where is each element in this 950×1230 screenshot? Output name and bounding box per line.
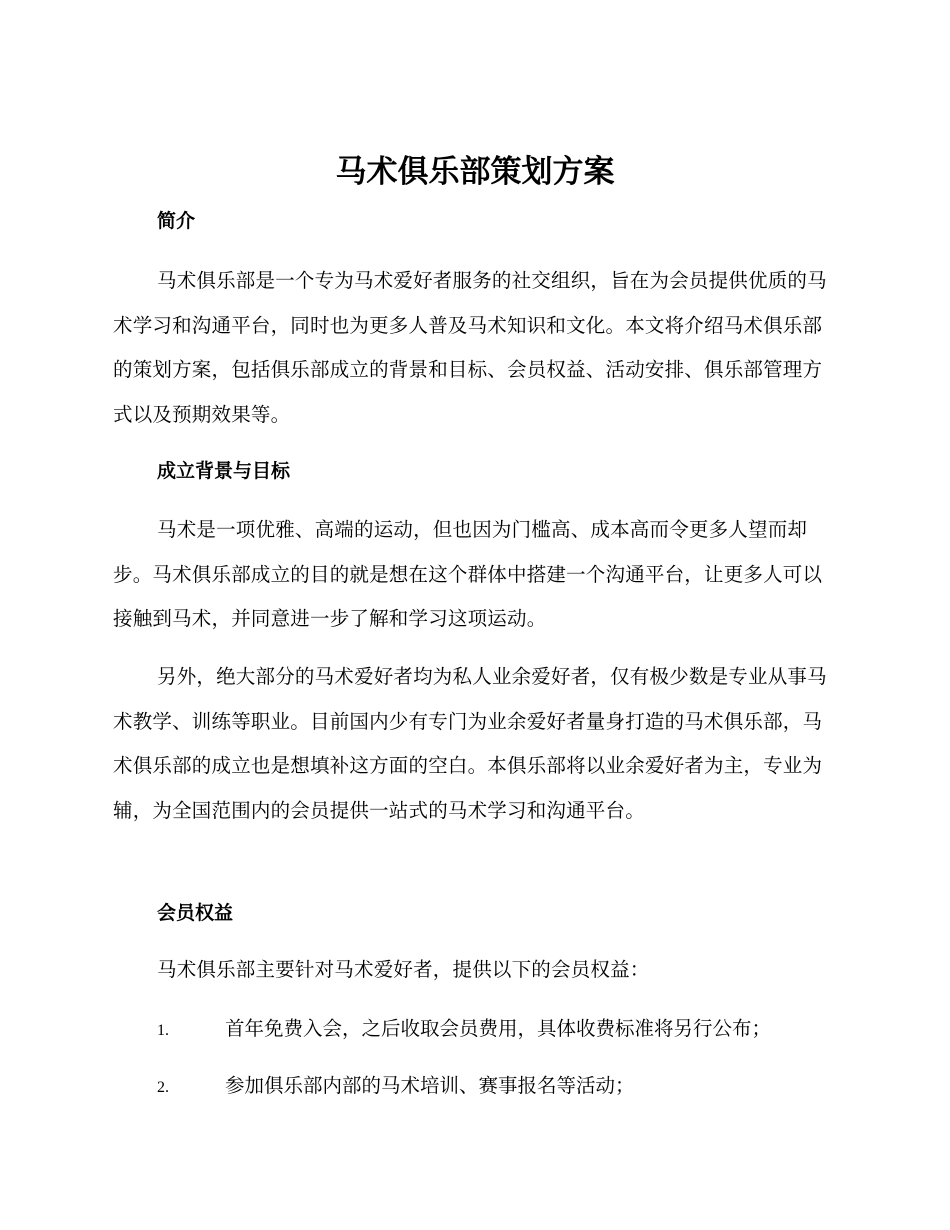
document-title: 马术俱乐部策划方案 (335, 154, 615, 190)
list-number: 2. (157, 1079, 169, 1096)
section-heading-background: 成立背景与目标 (157, 460, 291, 482)
list-text: 首年免费入会，之后收取会员费用，具体收费标准将另行公布； (225, 1017, 772, 1040)
list-number: 1. (157, 1022, 169, 1039)
section-paragraph: 马术俱乐部主要针对马术爱好者，提供以下的会员权益： (157, 958, 650, 981)
section-paragraph: 马术是一项优雅、高端的运动，但也因为门槛高、成本高而令更多人望而却步。马术俱乐部成立的目的就是想在这个群体中搭建一个沟通平台，让更多人可以接触到马术，并同意进一步了解和学习这项运动。 (113, 518, 823, 630)
section-paragraph: 马术俱乐部是一个专为马术爱好者服务的社交组织，旨在为会员提供优质的马术学习和沟通平台，同时也为更多人普及马术知识和文化。本文将介绍马术俱乐部的策划方案，包括俱乐部成立的背景和目标、会员权益、活动安排、俱乐部管理方式以及预期效果等。 (113, 269, 827, 426)
section-heading-benefits: 会员权益 (157, 902, 234, 924)
list-item (157, 1072, 847, 1102)
section-paragraph: 另外，绝大部分的马术爱好者均为私人业余爱好者，仅有极少数是专业从事马术教学、训练等职业。目前国内少有专门为业余爱好者量身打造的马术俱乐部，马术俱乐部的成立也是想填补这方面的空白。本俱乐部将以业余爱好者为主，专业为辅，为全国范围内的会员提供一站式的马术学习和沟通平台。 (113, 665, 827, 822)
list-item (157, 1015, 847, 1045)
list-text: 参加俱乐部内部的马术培训、赛事报名等活动； (225, 1074, 635, 1097)
section-heading-intro: 简介 (157, 210, 196, 232)
